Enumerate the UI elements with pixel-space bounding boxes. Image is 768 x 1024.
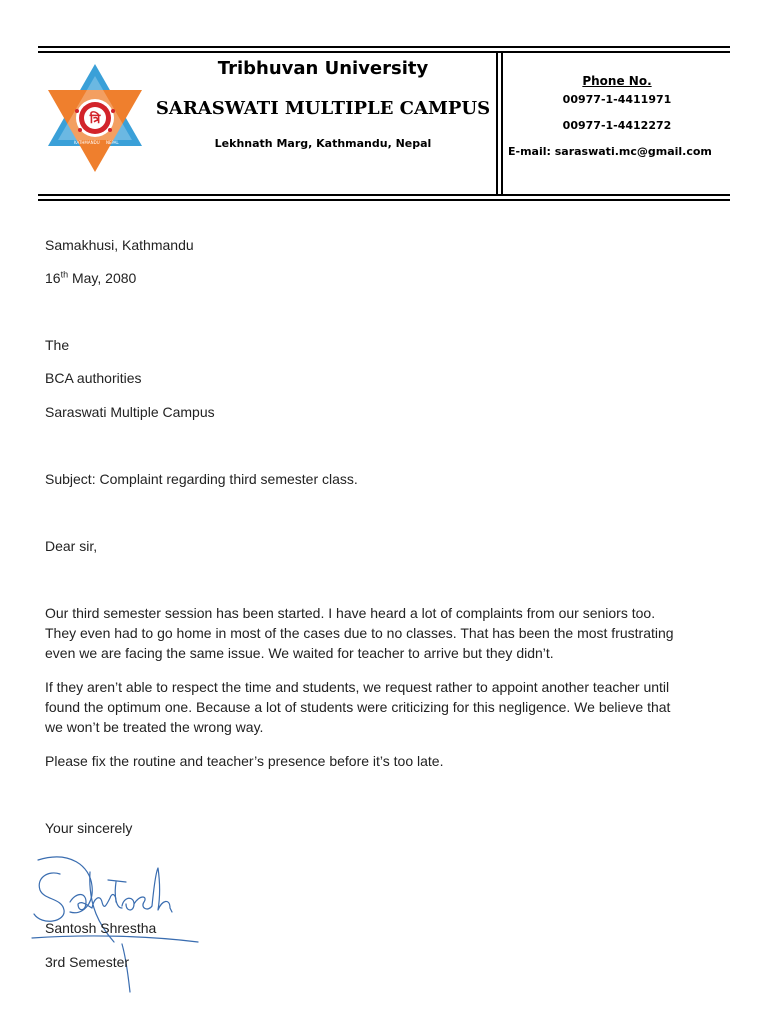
- letterhead-bottom-rule-inner: [38, 194, 730, 196]
- letterhead-top-rule-inner: [38, 51, 730, 53]
- sender-place: Samakhusi, Kathmandu: [45, 237, 194, 253]
- body-line: If they aren’t able to respect the time and students, we request rather to appoint another teacher until: [45, 679, 670, 695]
- date-rest: May, 2080: [68, 270, 137, 286]
- university-logo: [44, 56, 146, 176]
- phone-number-2: 00977-1-4412272: [562, 119, 672, 132]
- phone-number-1: 00977-1-4411971: [562, 93, 672, 106]
- body-paragraph-3: [45, 751, 735, 771]
- body-paragraph-1: [45, 603, 735, 663]
- recipient-line-3: Saraswati Multiple Campus: [45, 404, 215, 420]
- letter-date: [45, 268, 735, 288]
- phone-label: Phone No.: [582, 74, 652, 88]
- body-line: we won’t be treated the wrong way.: [45, 719, 264, 735]
- date-day: 16: [45, 270, 61, 286]
- recipient-line-2: BCA authorities: [45, 370, 142, 386]
- body-paragraph-2: [45, 677, 735, 737]
- signer-semester: 3rd Semester: [45, 954, 130, 970]
- date-suffix: th: [60, 269, 69, 280]
- letterhead-divider: [496, 51, 498, 196]
- closing: Your sincerely: [45, 820, 133, 836]
- body-line: even we are facing the same issue. We waited for teacher to arrive but they didn’t.: [45, 645, 554, 661]
- campus-name: SARASWATI MULTIPLE CAMPUS: [155, 98, 491, 119]
- recipient-line-1: The: [45, 337, 70, 353]
- university-name: Tribhuvan University: [217, 58, 429, 79]
- letterhead-divider-outer: [501, 51, 503, 196]
- letterhead-top-rule: [38, 46, 730, 48]
- salutation: Dear sir,: [45, 538, 98, 554]
- signature-text: Santosh: [60, 866, 64, 867]
- letterhead-bottom-rule: [38, 199, 730, 201]
- subject-line: Subject: Complaint regarding third semester class.: [45, 471, 358, 487]
- email-address: E-mail: saraswati.mc@gmail.com: [508, 145, 712, 158]
- logo-text-right: NEPAL: [106, 140, 119, 145]
- campus-address: Lekhnath Marg, Kathmandu, Nepal: [214, 137, 432, 150]
- logo-text-left: KATHMANDU: [74, 140, 100, 145]
- body-line: found the optimum one. Because a lot of students were criticizing for this negligence. We believe that: [45, 699, 671, 715]
- body-line: They even had to go home in most of the cases due to no classes. That has been the most frustrating: [45, 625, 674, 641]
- signer-name: Santosh Shrestha: [45, 920, 157, 936]
- body-line: Our third semester session has been started. I have heard a lot of complaints from our seniors too.: [45, 605, 656, 621]
- body-line: Please fix the routine and teacher’s presence before it’s too late.: [45, 753, 444, 769]
- svg-text:त्रि: त्रि: [89, 112, 101, 127]
